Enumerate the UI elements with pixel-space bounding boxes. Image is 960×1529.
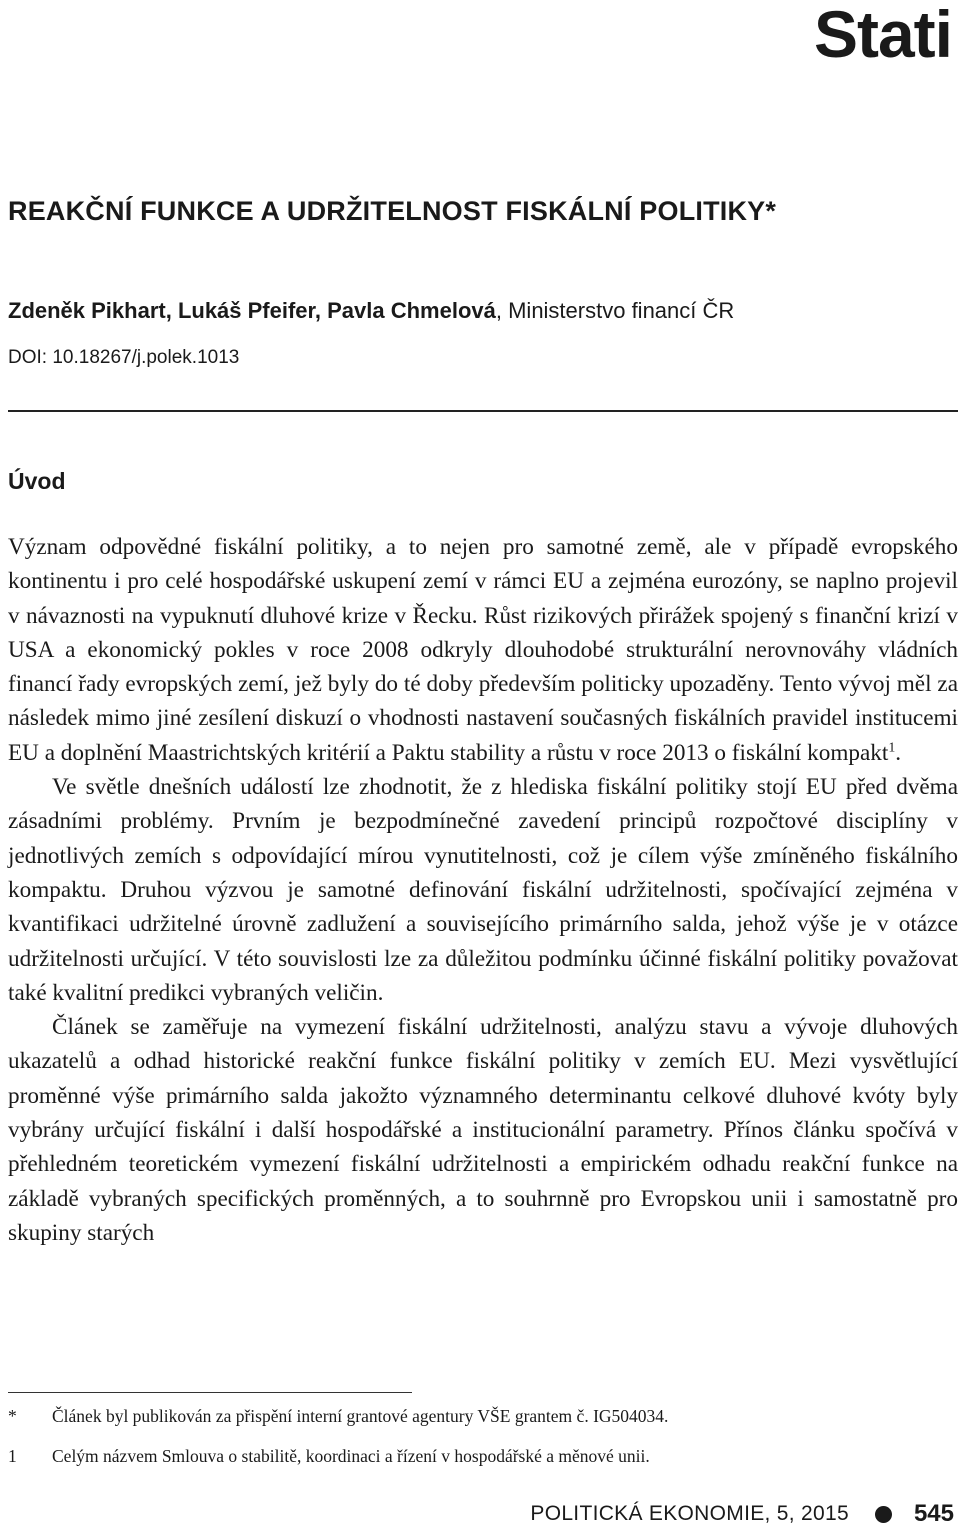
- author-names: Zdeněk Pikhart, Lukáš Pfeifer, Pavla Chmelová: [8, 298, 496, 323]
- footnote-divider: [8, 1392, 412, 1393]
- paragraph-2: Ve světle dnešních událostí lze zhodnotit, že z hlediska fiskální politiky stojí EU před dvěma zásadními problémy. Prvním je bezpodmínečné zavedení principů rozpočtové disciplíny v jednotlivých zemích s odpovídající mírou vynutitelnosti, což je cílem výše zmíněného fiskálního kompaktu. Druhou výzvou je samotné definování fiskální udržitelnosti, spočívající zejména v kvantifikaci udržitelné úrovně zadlužení a souvisejícího primárního salda, jehož výše je v otázce udržitelnosti určující. V této souvislosti lze za důležitou podmínku účinné fiskální politiky považovat také kvalitní predikci vybraných veličin.: [8, 774, 958, 1006]
- paragraph-1-text: Význam odpovědné fiskální politiky, a to nejen pro samotné země, ale v případě evropského kontinentu i pro celé hospodářské uskupení zemí v rámci EU a zejména eurozóny, se naplno projevil v návaznosti na vypuknutí dluhové krize v Řecku. Růst rizikových přirážek spojený s finanční krizí v USA a ekonomický pokles v roce 2008 odkryly dlouhodobé strukturální nerovnováhy vládních financí řady evropských zemí, jež byly do té doby především politicky upozaděny. Tento vývoj měl za následek mimo jiné zesílení diskuzí o vhodnosti nastavení současných fiskálních pravidel institucemi EU a doplnění Maastrichtských kritérií a Paktu stability a růstu v roce 2013 o fiskální kompakt: [8, 534, 958, 766]
- section-heading-intro: Úvod: [8, 468, 66, 494]
- journal-name: POLITICKÁ EKONOMIE, 5, 2015: [530, 1502, 849, 1525]
- footnote-text: Celým názvem Smlouva o stabilitě, koordinaci a řízení v hospodářské a měnové unii.: [52, 1446, 650, 1466]
- footnote-mark: 1: [8, 1446, 17, 1466]
- page-footer: [530, 1500, 954, 1528]
- bullet-dot-icon: [875, 1506, 892, 1523]
- doi[interactable]: DOI: 10.18267/j.polek.1013: [8, 347, 240, 368]
- footnote-star: [8, 1406, 668, 1427]
- footnote-1: [8, 1446, 650, 1467]
- paragraph-1-end: .: [895, 739, 902, 766]
- authors-line: [8, 298, 734, 324]
- paragraph-1: [8, 530, 958, 770]
- paragraph-3: Článek se zaměřuje na vymezení fiskální udržitelnosti, analýzu stavu a vývoje dluhových ukazatelů a odhad historické reakční funkce fiskální politiky v zemích EU. Mezi vysvětlující proměnné výše primárního salda jakožto významného determinantu celkové dluhové kvóty byly vybrány určující fiskální i další hospodářské a institucionální parametry. Přínos článku spočívá v přehledném teoretickém vymezení fiskální udržitelnosti a empirickém odhadu reakční funkce na základě vybraných specifických proměnných, a to souhrnně pro Evropskou unii i samostatně pro skupiny starých: [8, 1014, 958, 1246]
- section-label: Stati: [813, 0, 952, 71]
- body-text: [8, 530, 958, 1250]
- footnote-text: Článek byl publikován za přispění interní grantové agentury VŠE grantem č. IG504034.: [52, 1406, 669, 1426]
- footnote-ref-1[interactable]: 1: [888, 740, 896, 756]
- header-divider: [8, 410, 958, 412]
- page-number: 545: [913, 1500, 954, 1527]
- footnote-mark: *: [8, 1406, 17, 1426]
- article-title: REAKČNÍ FUNKCE A UDRŽITELNOST FISKÁLNÍ POLITIKY*: [8, 196, 777, 226]
- author-affiliation: , Ministerstvo financí ČR: [495, 298, 735, 323]
